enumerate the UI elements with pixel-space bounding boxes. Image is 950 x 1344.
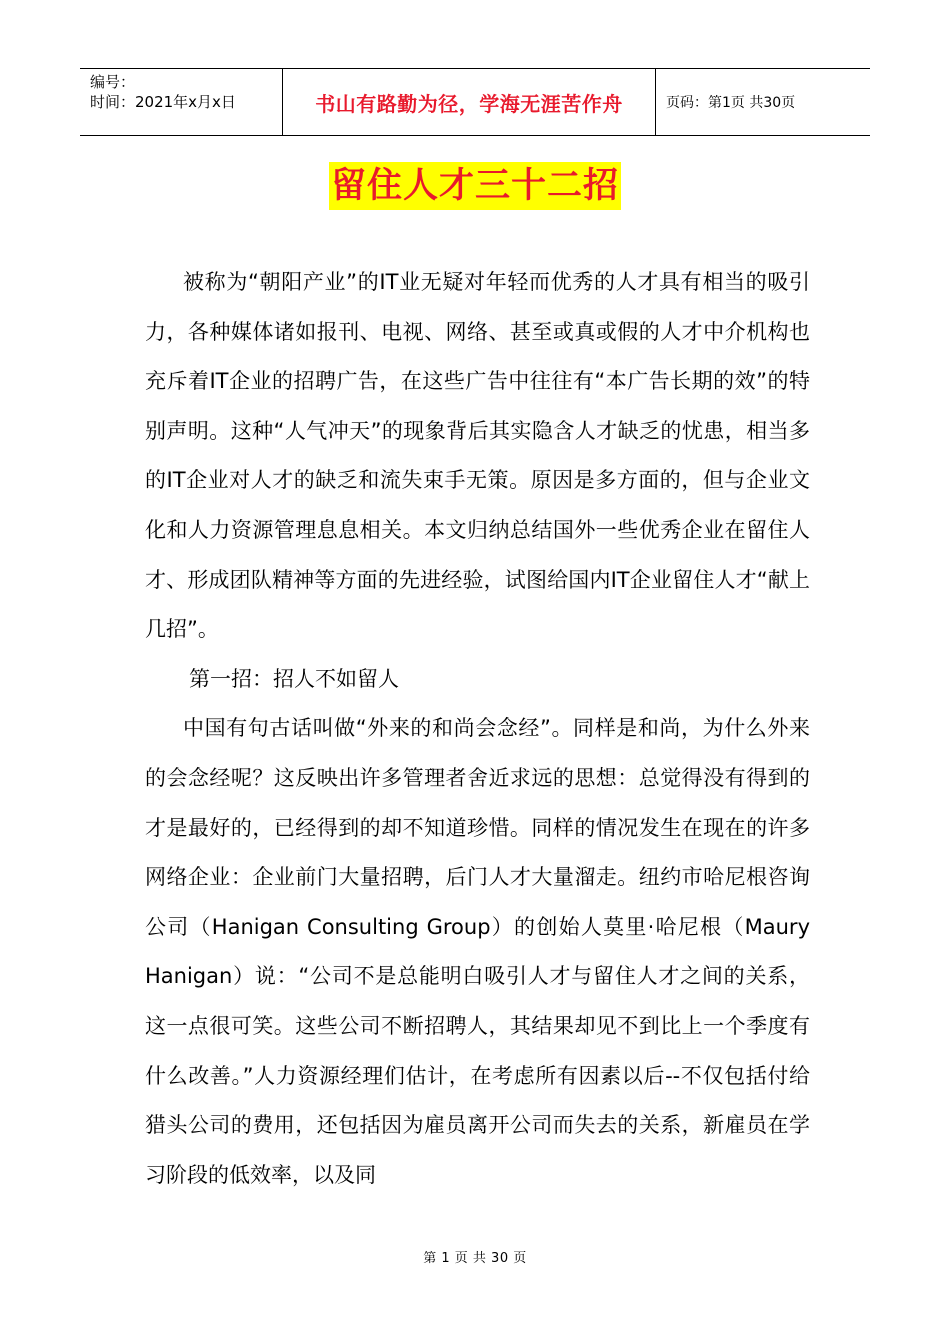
- document-body: [145, 258, 810, 1200]
- document-title: 留住人才三十二招: [329, 162, 621, 210]
- title-wrap: [0, 162, 950, 210]
- document-date: 时间：2021年x月x日: [90, 93, 236, 111]
- header-meta: [80, 69, 282, 135]
- intro-paragraph: 被称为“朝阳产业”的IT业无疑对年轻而优秀的人才具有相当的吸引力，各种媒体诸如报刊、电视、网络、甚至或真或假的人才中介机构也充斥着IT企业的招聘广告，在这些广告中往往有“本广告长期的效”的特别声明。这种“人气冲天”的现象背后其实隐含人才缺乏的忧患，相当多的IT企业对人才的缺乏和流失束手无策。原因是多方面的，但与企业文化和人力资源管理息息相关。本文归纳总结国外一些优秀企业在留住人才、形成团队精神等方面的先进经验，试图给国内IT企业留住人才“献上几招”。: [145, 270, 810, 642]
- header-motto: 书山有路勤为径，学海无涯苦作舟: [315, 91, 623, 116]
- page-header: [80, 68, 870, 136]
- section-heading: 第一招：招人不如留人: [189, 666, 399, 691]
- page-footer: 第 1 页 共 30 页: [423, 1251, 527, 1266]
- body-paragraph: 中国有句古话叫做“外来的和尚会念经”。同样是和尚，为什么外来的会念经呢？这反映出许多管理者舍近求远的思想：总觉得没有得到的才是最好的，已经得到的却不知道珍惜。同样的情况发生在现在的许多网络企业：企业前门大量招聘，后门人才大量溜走。纽约市哈尼根咨询公司（Hanigan Consulting Group）的创始人莫里·哈尼根（Maury Hanigan）说：“公司不是总能明白吸引人才与留住人才之间的关系，这一点很可笑。这些公司不断招聘人，其结果却见不到比上一个季度有什么改善。”人力资源经理们估计，在考虑所有因素以后--不仅包括付给猎头公司的费用，还包括因为雇员离开公司而失去的关系，新雇员在学习阶段的低效率，以及同: [145, 716, 810, 1187]
- header-page-info: 页码：第1页 共30页: [666, 95, 796, 111]
- header-page-info-cell: [656, 69, 870, 135]
- document-number-label: 编号：: [90, 73, 136, 91]
- header-motto-cell: [282, 69, 656, 135]
